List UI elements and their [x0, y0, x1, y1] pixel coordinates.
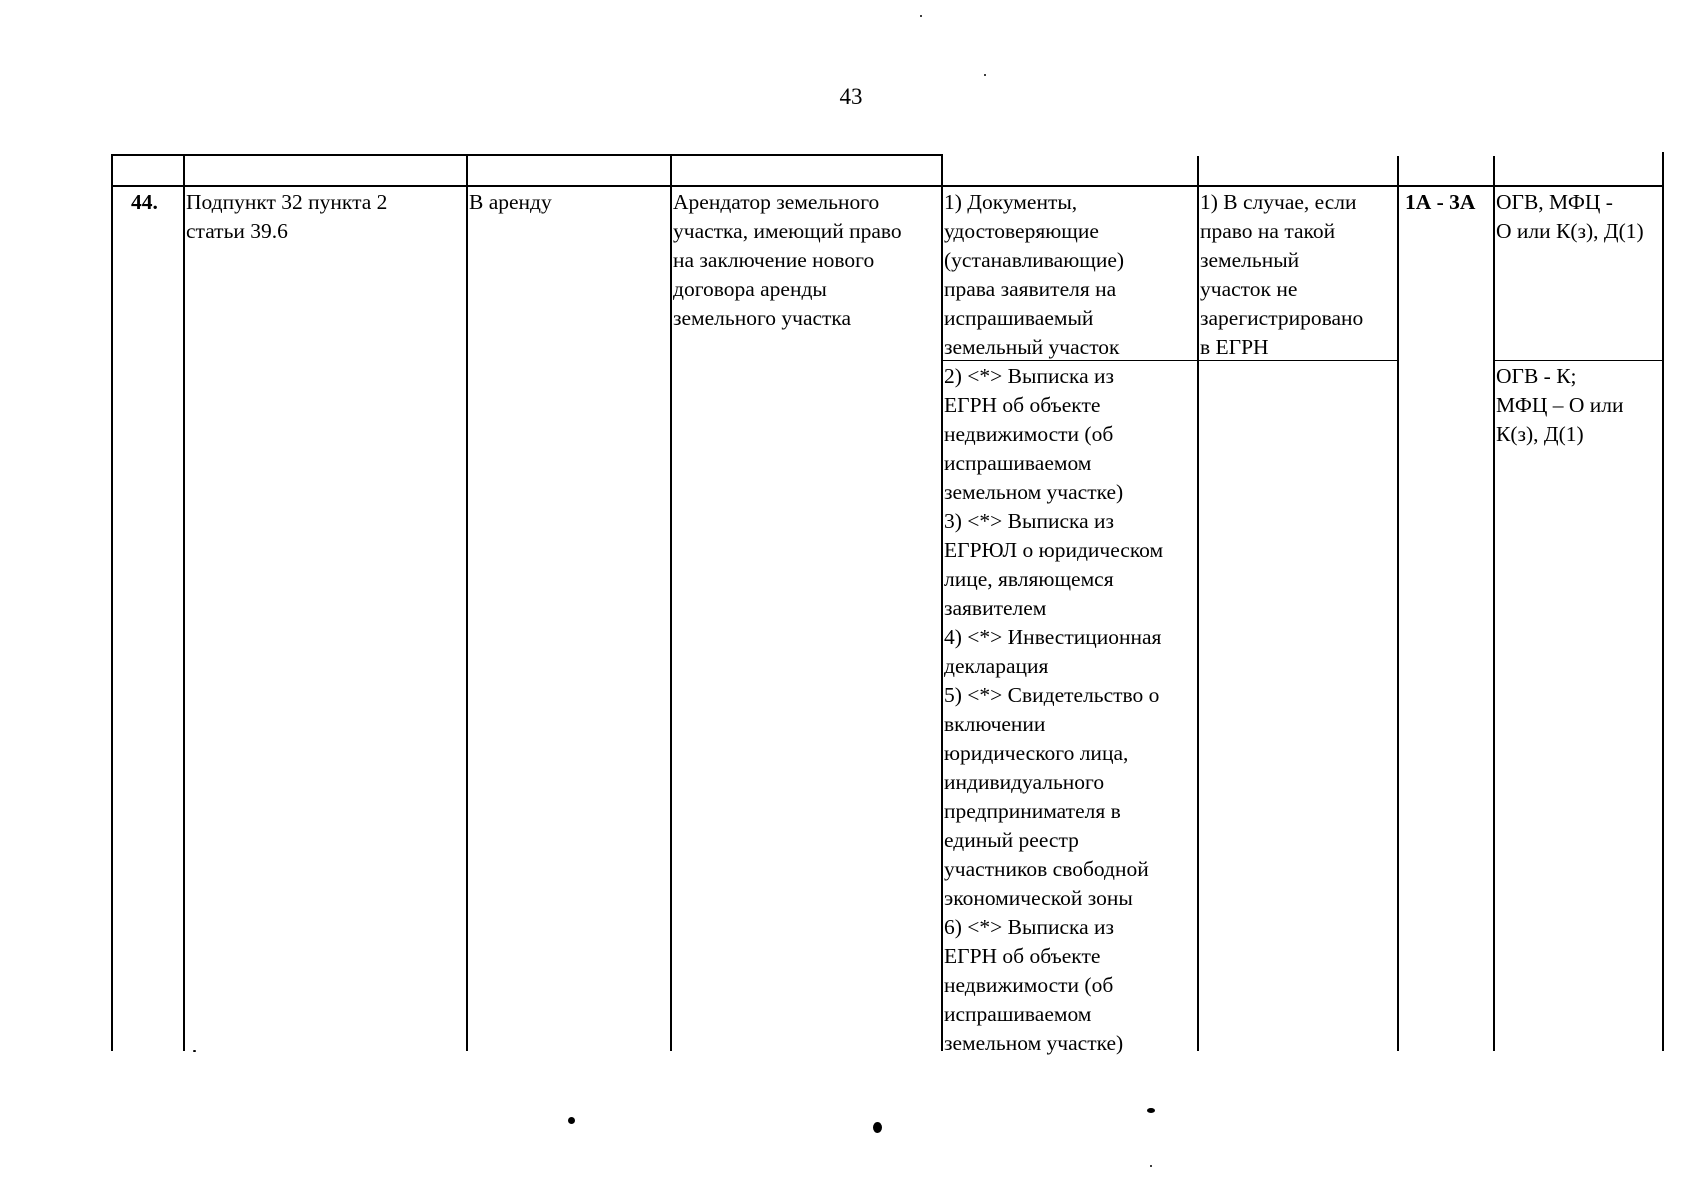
scan-speck: [984, 74, 986, 76]
submission-method-2: ОГВ - К; МФЦ – О или К(з), Д(1): [1496, 364, 1624, 446]
col-line-4: [941, 154, 943, 1051]
scan-speck: [873, 1122, 882, 1133]
condition-1: 1) В случае, если право на такой земельный участок не зарегистрировано в ЕГРН: [1200, 190, 1364, 359]
scan-speck: [920, 15, 922, 17]
row-number: 44.: [131, 190, 158, 214]
col-line-1: [183, 154, 185, 1051]
submit-divider: [1495, 360, 1664, 361]
col-line-8: [1662, 152, 1664, 1051]
table-top-border-left: [111, 154, 943, 156]
legal-basis: Подпункт 32 пункта 2 статьи 39.6: [186, 190, 388, 243]
document-1: 1) Документы, удостоверяющие (устанавливающие) права заявителя на испрашиваемый земельный участок: [944, 190, 1125, 359]
scan-speck: [1147, 1108, 1155, 1113]
scan-speck: [193, 1050, 196, 1052]
scan-speck: [1150, 1165, 1152, 1167]
col-line-5: [1197, 156, 1199, 1051]
documents-list: 2) <*> Выписка из ЕГРН об объекте недвижимости (об испрашиваемом земельном участке) 3) <*> Выписка из ЕГРЮЛ о юридическом лице, являющемся заявителем 4) <*> Инвестиционная декларация 5) <*> Свидетельство о включении юридического лица, индивидуального предпринимателя в единый реестр участников свободной экономической зоны 6) <*> Выписка из ЕГРН об объекте недвижимости (об испрашиваемом земельном участке): [944, 364, 1164, 1055]
col-line-2: [466, 154, 468, 1051]
col-line-0: [111, 154, 113, 1051]
provision-type: В аренду: [469, 190, 552, 214]
col-line-7: [1493, 156, 1495, 1051]
scan-speck: [568, 1117, 575, 1124]
col-line-3: [670, 154, 672, 1051]
applicant: Арендатор земельного участка, имеющий право на заключение нового договора аренды земельного участка: [673, 190, 902, 330]
col-line-6: [1397, 156, 1399, 1051]
code: 1А - 3А: [1405, 190, 1476, 214]
submission-method-1: ОГВ, МФЦ - О или К(з), Д(1): [1496, 190, 1644, 243]
page-number: 43: [839, 84, 863, 109]
table-header-bottom-border: [111, 185, 1664, 187]
